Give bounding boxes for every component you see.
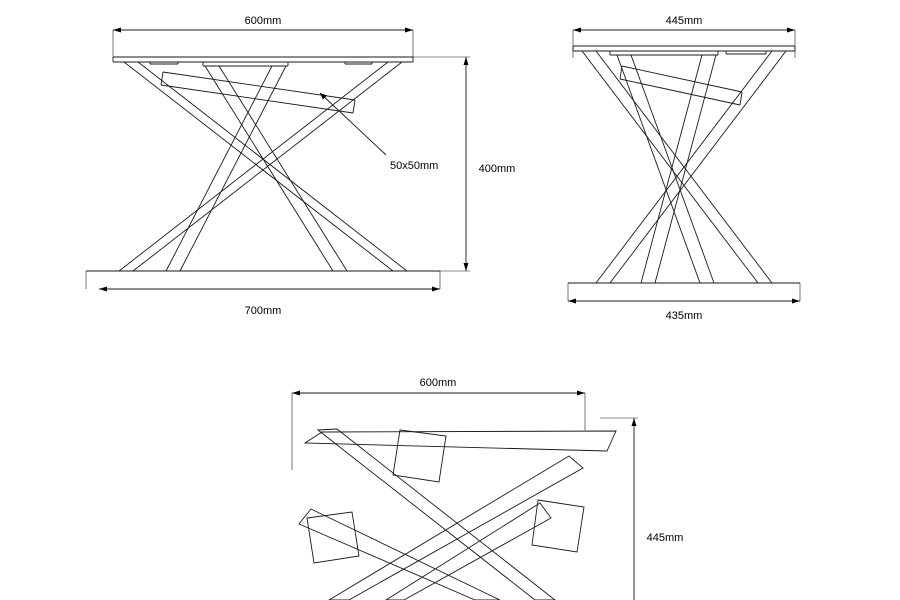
side-view	[568, 28, 800, 304]
front-leg-cross-members	[119, 62, 407, 271]
plan-bar-2	[318, 429, 555, 600]
front-top-slab	[113, 57, 413, 66]
side-bottom-dimension	[568, 299, 800, 304]
plan-bar-4	[299, 509, 500, 600]
plan-depth-dimension	[600, 418, 638, 600]
front-top-dimension	[113, 28, 413, 59]
side-top-dimension	[573, 28, 795, 59]
side-bottom-dimension-label: 435mm	[665, 310, 703, 322]
front-top-dimension-label: 600mm	[244, 15, 282, 27]
front-base	[86, 271, 440, 289]
front-bottom-dimension	[99, 287, 440, 292]
plan-width-dimension	[292, 391, 585, 471]
front-height-dimension-label: 400mm	[478, 163, 516, 175]
plan-view	[292, 391, 638, 600]
side-top-dimension-label: 445mm	[665, 15, 703, 27]
side-leg-cross-members	[582, 51, 786, 283]
plan-mounting-plate-1	[393, 430, 446, 482]
side-base	[568, 283, 800, 301]
front-profile-leader	[320, 93, 386, 155]
plan-mounting-plate-3	[532, 500, 584, 552]
plan-depth-dimension-label: 445mm	[646, 532, 684, 544]
plan-width-dimension-label: 600mm	[419, 377, 457, 389]
side-top-slab	[573, 46, 795, 55]
front-bottom-dimension-label: 700mm	[244, 305, 282, 317]
plan-bar-5	[386, 503, 551, 600]
front-profile-label: 50x50mm	[390, 160, 439, 172]
